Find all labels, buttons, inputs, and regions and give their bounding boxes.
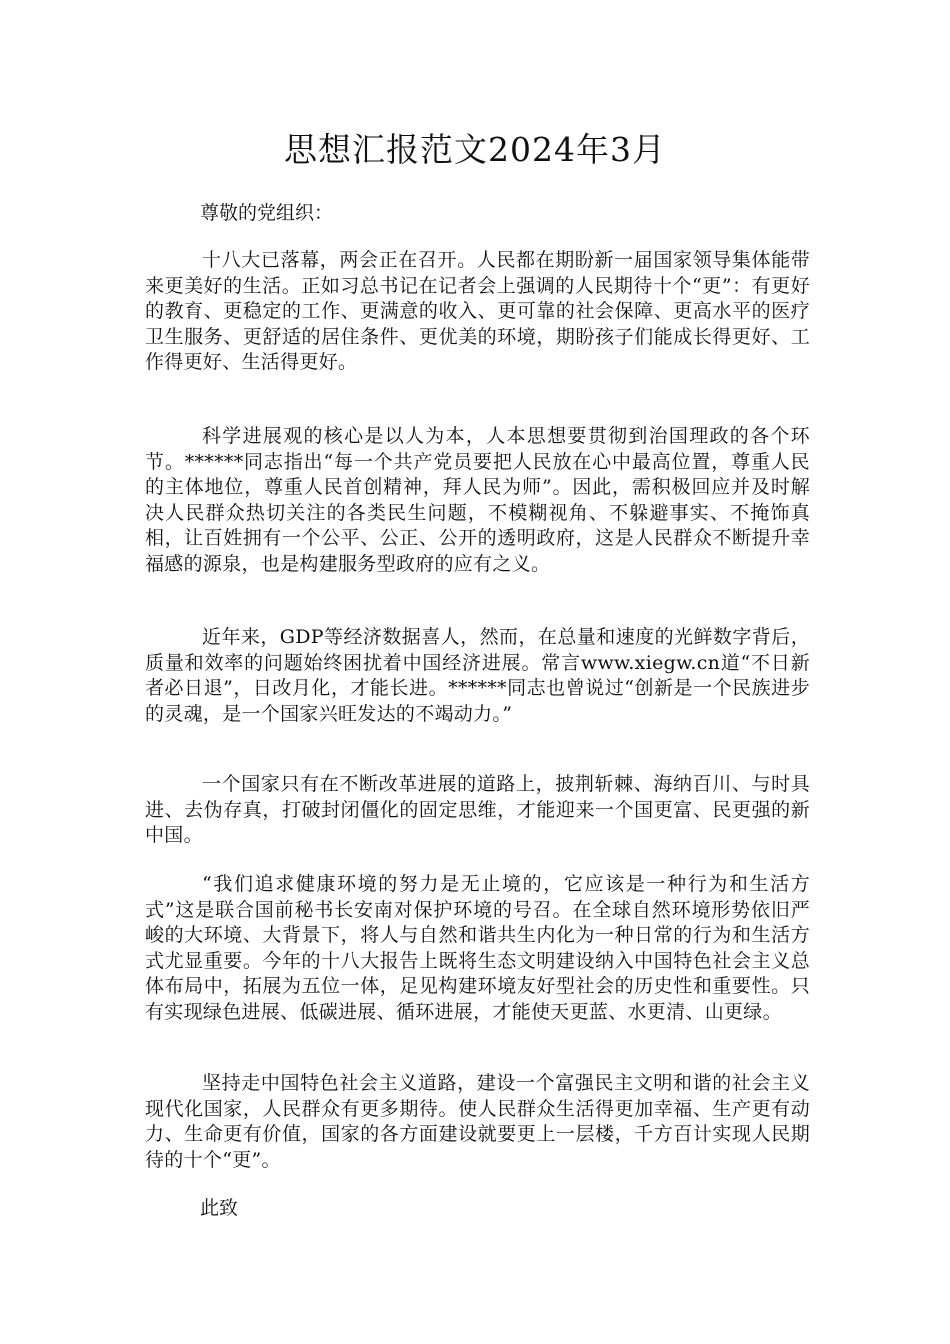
paragraph-3: 近年来，GDP等经济数据喜人，然而，在总量和速度的光鲜数字背后，质量和效率的问题始终困扰着中国经济进展。常言www.xiegw.cn道“不日新者必日退”，日改月化，才能长进。******同志也曾说过“创新是一个民族进步的灵魂，是一个国家兴旺发达的不竭动力。” [145, 626, 810, 725]
paragraph-5: “我们追求健康环境的努力是无止境的，它应该是一种行为和生活方式”这是联合国前秘书长安南对保护环境的号召。在全球自然环境形势依旧严峻的大环境、大背景下，将人与自然和谐共生内化为一种日常的行为和生活方式尤显重要。今年的十八大报告上既将生态文明建设纳入中国特色社会主义总体布局中，拓展为五位一体，足见构建环境友好型社会的历史性和重要性。只有实现绿色进展、低碳进展、循环进展，才能使天更蓝、水更清、山更绿。 [145, 873, 810, 1023]
paragraph-1: 十八大已落幕，两会正在召开。人民都在期盼新一届国家领导集体能带来更美好的生活。正如习总书记在记者会上强调的人民期待十个“更”：有更好的教育、更稳定的工作、更满意的收入、更可靠的社会保障、更高水平的医疗卫生服务、更舒适的居住条件、更优美的环境，期盼孩子们能成长得更好、工作得更好、生活得更好。 [145, 249, 810, 373]
paragraph-6: 坚持走中国特色社会主义道路，建设一个富强民主文明和谐的社会主义现代化国家，人民群众有更多期待。使人民群众生活得更加幸福、生产更有动力、生命更有价值，国家的各方面建设就要更上一层楼，千方百计实现人民期待的十个“更”。 [145, 1072, 810, 1171]
salutation: 尊敬的党组织： [200, 202, 334, 224]
paragraph-2: 科学进展观的核心是以人为本，人本思想要贯彻到治国理政的各个环节。******同志指出“每一个共产党员要把人民放在心中最高位置，尊重人民的主体地位，尊重人民首创精神，拜人民为师”。因此，需积极回应并及时解决人民群众热切关注的各类民生问题，不模糊视角、不躲避事实、不掩饰真相，让百姓拥有一个公平、公正、公开的透明政府，这是人民群众不断提升幸福感的源泉，也是构建服务型政府的应有之义。 [145, 425, 810, 575]
paragraph-4: 一个国家只有在不断改革进展的道路上，披荆斩棘、海纳百川、与时具进、去伪存真，打破封闭僵化的固定思维，才能迎来一个国更富、民更强的新中国。 [145, 773, 810, 846]
document-title: 思想汇报范文2024年3月 [284, 130, 666, 169]
closing-line: 此致 [200, 1197, 239, 1219]
